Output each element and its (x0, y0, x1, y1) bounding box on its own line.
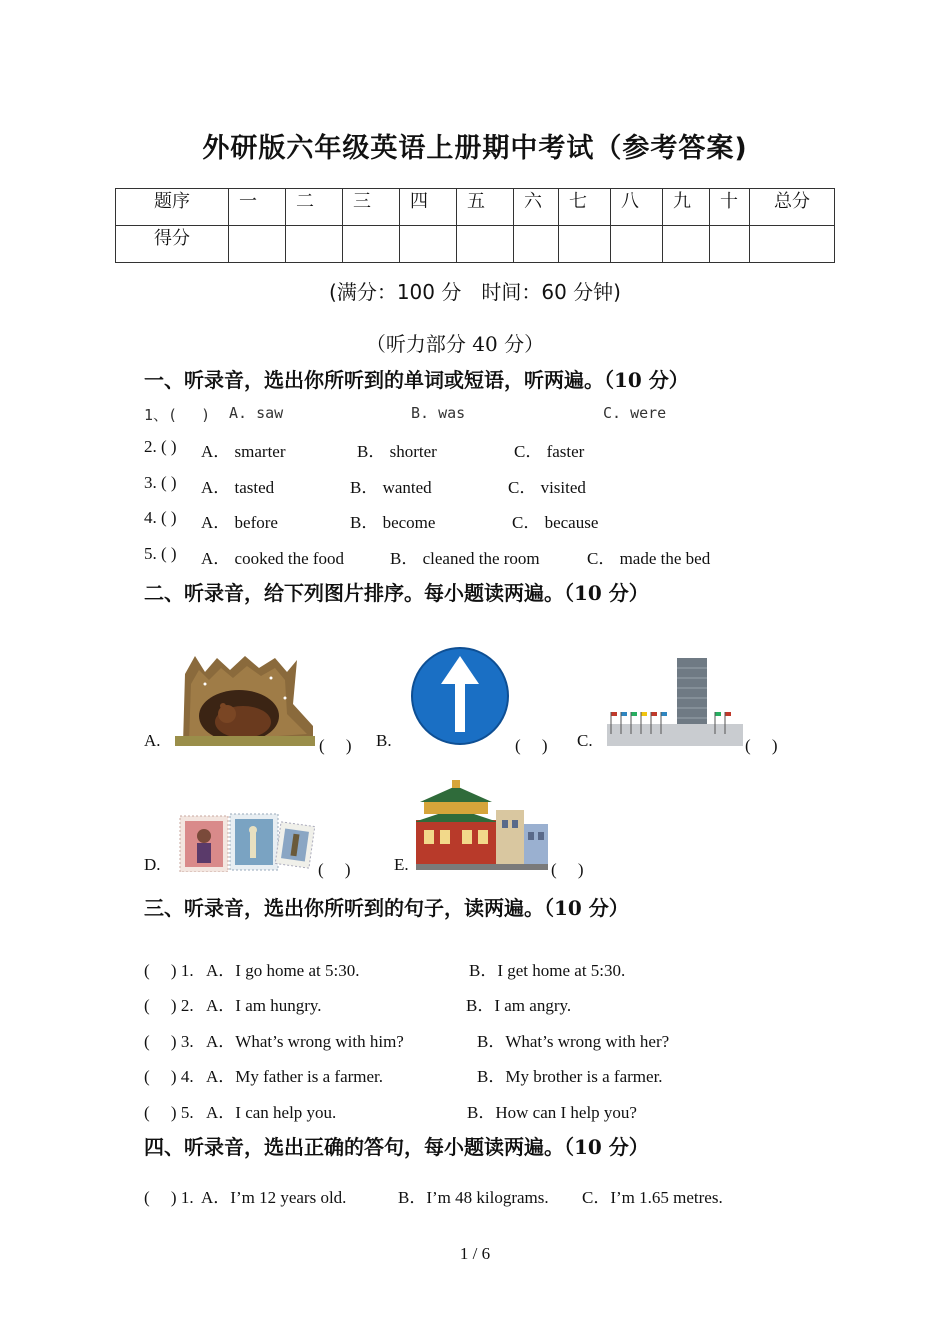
s1-q3-option-a: A． tasted (201, 478, 275, 497)
table-cell: 七 (559, 189, 611, 226)
table-cell: 四 (400, 189, 457, 226)
s3-q2-option-a: A．I am hungry. (206, 996, 322, 1015)
s1-q2-option-a: A． smarter (201, 442, 286, 461)
s3-q5-option-b: B．How can I help you? (467, 1103, 637, 1122)
s4-q1-option-b: B．I’m 48 kilograms. (398, 1188, 549, 1207)
score-table-score-row (116, 226, 835, 263)
score-table (115, 188, 835, 263)
section2-heading: 二、听录音，给下列图片排序。每小题读两遍。（10 分） (144, 581, 649, 605)
s2-blank-e[interactable]: ( ) (551, 860, 584, 879)
score-cell[interactable] (750, 226, 835, 263)
s3-q4-number: ( ) 4. (144, 1067, 194, 1086)
s3-q4-option-b: B．My brother is a farmer. (477, 1067, 663, 1086)
s2-label-d: D. (144, 855, 161, 874)
s1-q4-option-a: A． before (201, 513, 278, 532)
score-cell[interactable] (400, 226, 457, 263)
score-cell[interactable] (457, 226, 514, 263)
s2-label-b: B. (376, 731, 392, 750)
s1-q2-number: 2. ( ) (144, 437, 177, 456)
s2-label-a: A. (144, 731, 161, 750)
score-cell[interactable] (710, 226, 750, 263)
s2-blank-b[interactable]: ( ) (515, 736, 548, 755)
un-building-picture (607, 654, 743, 748)
chinatown-picture (416, 780, 548, 870)
s2-label-c: C. (577, 731, 593, 750)
s3-q2-option-b: B．I am angry. (466, 996, 572, 1015)
s3-q2-number: ( ) 2. (144, 996, 194, 1015)
table-cell: 八 (611, 189, 663, 226)
s1-q1-number: 1、( ) (144, 406, 211, 424)
s2-blank-a[interactable]: ( ) (319, 736, 352, 755)
s4-q1-number: ( ) 1. (144, 1188, 194, 1207)
s2-blank-c[interactable]: ( ) (745, 736, 778, 755)
exam-meta: (满分：100 分 时间：60 分钟) (329, 280, 621, 304)
table-cell: 题序 (116, 189, 229, 226)
s4-q1-option-a: A．I’m 12 years old. (201, 1188, 347, 1207)
s1-q5-option-a: A． cooked the food (201, 549, 345, 568)
score-cell[interactable] (343, 226, 400, 263)
s3-q3-option-b: B．What’s wrong with her? (477, 1032, 670, 1051)
table-cell: 一 (229, 189, 286, 226)
s3-q1-option-a: A．I go home at 5:30. (206, 961, 360, 980)
table-cell: 得分 (116, 226, 229, 263)
s3-q3-option-a: A．What’s wrong with him? (206, 1032, 404, 1051)
table-cell: 二 (286, 189, 343, 226)
page-title: 外研版六年级英语上册期中考试（参考答案) (202, 133, 748, 164)
s1-q4-option-b: B． become (350, 513, 436, 532)
table-cell: 十 (710, 189, 750, 226)
score-cell[interactable] (229, 226, 286, 263)
section3-heading: 三、听录音，选出你所听到的句子，读两遍。（10 分） (144, 896, 629, 920)
page-number: 1 / 6 (459, 1244, 491, 1263)
section1-heading: 一、听录音，选出你所听到的单词或短语，听两遍。（10 分） (144, 368, 689, 392)
s1-q1-option-a: A. saw (229, 404, 284, 422)
s2-blank-d[interactable]: ( ) (318, 860, 351, 879)
one-way-sign-picture (409, 646, 511, 746)
s1-q3-option-c: C． visited (508, 478, 586, 497)
s1-q5-option-c: C． made the bed (587, 549, 711, 568)
s1-q5-number: 5. ( ) (144, 544, 177, 563)
s1-q5-option-b: B． cleaned the room (390, 549, 540, 568)
table-cell: 五 (457, 189, 514, 226)
score-cell[interactable] (611, 226, 663, 263)
table-cell: 九 (663, 189, 710, 226)
table-cell: 三 (343, 189, 400, 226)
score-cell[interactable] (663, 226, 710, 263)
score-table-header-row (116, 189, 835, 226)
score-cell[interactable] (559, 226, 611, 263)
listening-header: （听力部分 40 分） (365, 332, 545, 356)
s3-q5-number: ( ) 5. (144, 1103, 194, 1122)
s2-label-e: E. (394, 855, 409, 874)
score-cell[interactable] (514, 226, 559, 263)
stamps-picture (178, 810, 316, 872)
score-cell[interactable] (286, 226, 343, 263)
s1-q2-option-b: B． shorter (357, 442, 437, 461)
s1-q2-option-c: C． faster (514, 442, 585, 461)
s3-q3-number: ( ) 3. (144, 1032, 194, 1051)
s3-q1-number: ( ) 1. (144, 961, 194, 980)
s4-q1-option-c: C．I’m 1.65 metres. (582, 1188, 723, 1207)
table-cell: 六 (514, 189, 559, 226)
s1-q1-option-b: B. was (411, 404, 466, 422)
s3-q5-option-a: A．I can help you. (206, 1103, 337, 1122)
s3-q4-option-a: A．My father is a farmer. (206, 1067, 384, 1086)
s1-q4-number: 4. ( ) (144, 508, 177, 527)
table-cell: 总分 (750, 189, 835, 226)
section4-heading: 四、听录音，选出正确的答句，每小题读两遍。（10 分） (144, 1135, 649, 1159)
s3-q1-option-b: B．I get home at 5:30. (469, 961, 626, 980)
s1-q3-number: 3. ( ) (144, 473, 177, 492)
s1-q3-option-b: B． wanted (350, 478, 432, 497)
bear-cave-picture (175, 654, 315, 746)
s1-q4-option-c: C． because (512, 513, 599, 532)
s1-q1-option-c: C. were (603, 404, 667, 422)
